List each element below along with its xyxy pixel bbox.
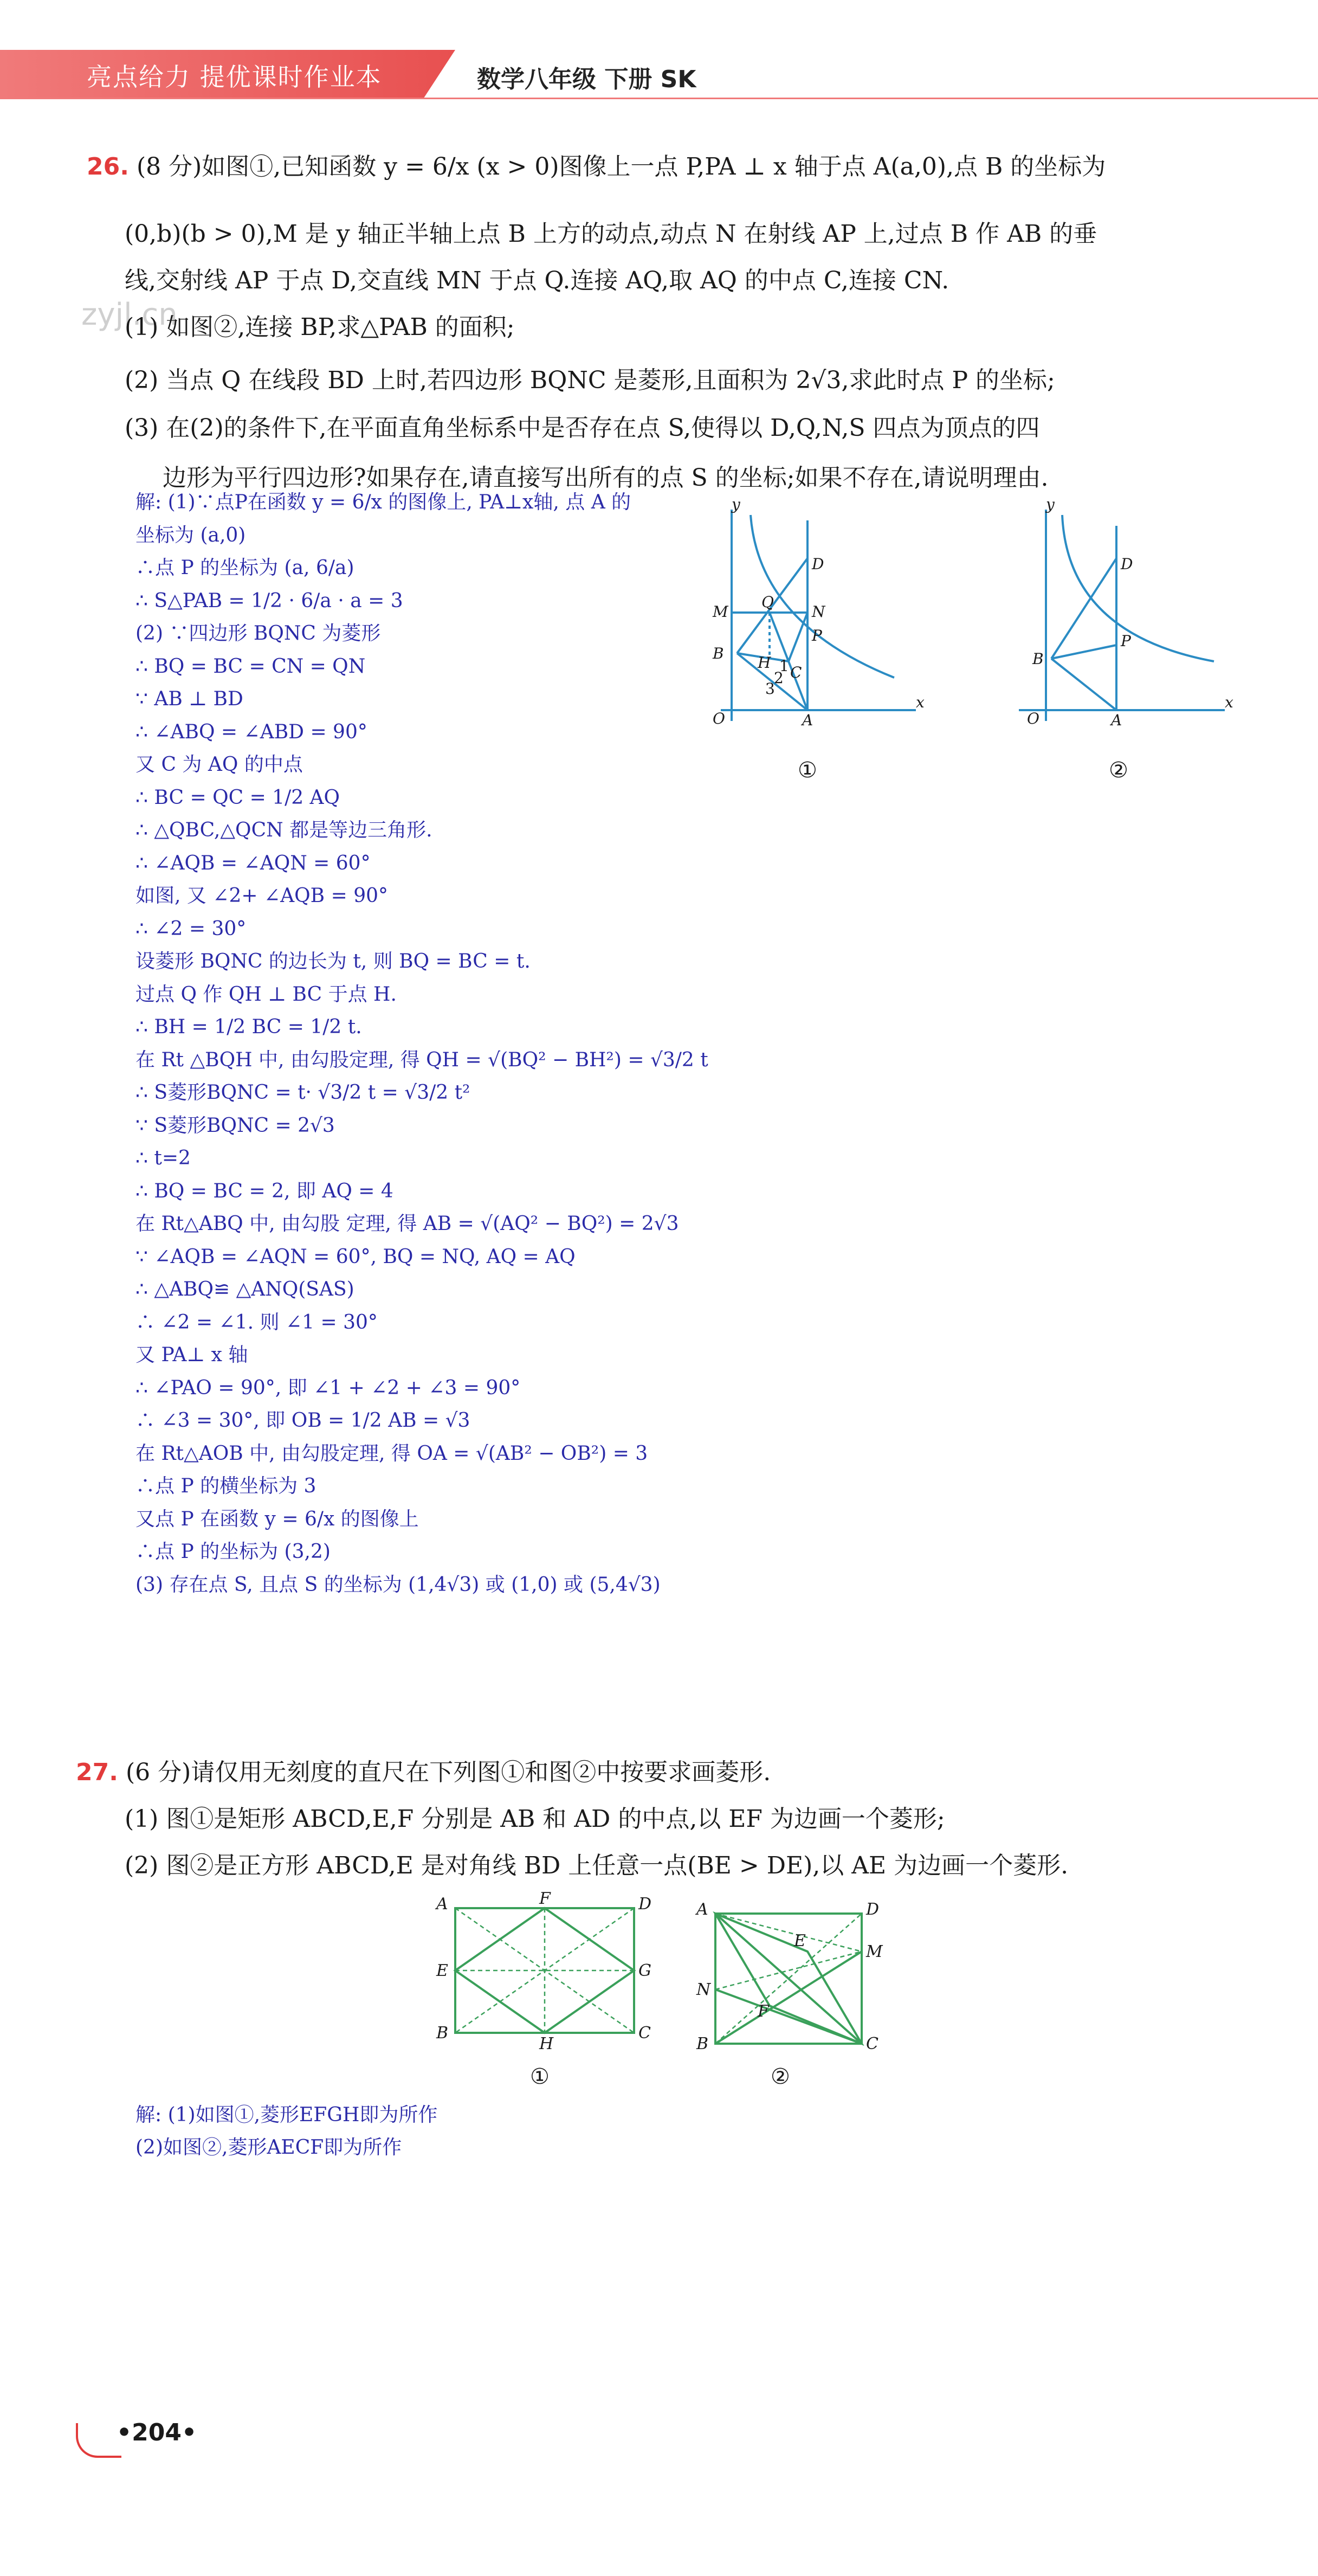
label-F: F bbox=[539, 1892, 551, 1908]
q26-solution-line: ∴ ∠3 = 30°, 即 OB = 1/2 AB = √3 bbox=[135, 1409, 470, 1432]
q26-part-3a: (3) 在(2)的条件下,在平面直角坐标系中是否存在点 S,使得以 D,Q,N,S 四点为顶点的四 bbox=[125, 414, 1040, 442]
label-D: D bbox=[1121, 555, 1133, 573]
q26-solution-line: ∴ BC = QC = 1/2 AQ bbox=[135, 786, 340, 809]
q26-part-1: (1) 如图②,连接 BP,求△PAB 的面积; bbox=[125, 313, 515, 341]
header-book-title: 数学八年级 下册 SK bbox=[477, 66, 696, 93]
label-A: A bbox=[436, 1895, 448, 1914]
q26-solution-line: ∴ BQ = BC = CN = QN bbox=[135, 655, 366, 678]
page-number: •204• bbox=[117, 2419, 197, 2446]
q26-solution-line: ∴点 P 的坐标为 (a, 6/a) bbox=[135, 557, 354, 579]
q26-solution-line: ∴点 P 的横坐标为 3 bbox=[135, 1475, 316, 1497]
q26-solution-line: ∴ S菱形BQNC = t· √3/2 t = √3/2 t² bbox=[135, 1081, 470, 1104]
label-B: B bbox=[713, 645, 724, 662]
q26-solution-line: 在 Rt△AOB 中, 由勾股定理, 得 OA = √(AB² − OB²) = 3 bbox=[135, 1442, 648, 1465]
label-angle-3: 3 bbox=[765, 680, 775, 698]
header-rule bbox=[0, 98, 1318, 99]
label-B: B bbox=[436, 2024, 449, 2043]
q26-solution-line: ∴ ∠ABQ = ∠ABD = 90° bbox=[135, 720, 367, 743]
label-D: D bbox=[812, 555, 824, 573]
q26-solution-line: ∴点 P 的坐标为 (3,2) bbox=[135, 1541, 331, 1563]
q27-line-1: 27. (6 分)请仅用无刻度的直尺在下列图①和图②中按要求画菱形. bbox=[76, 1759, 771, 1786]
label-N: N bbox=[696, 1980, 711, 1999]
label-E: E bbox=[794, 1931, 806, 1950]
label-H: H bbox=[758, 654, 771, 672]
page-header bbox=[0, 50, 1318, 99]
q26-solution-line: 如图, 又 ∠2+ ∠AQB = 90° bbox=[135, 885, 388, 907]
q26-figure-2 bbox=[1008, 499, 1236, 726]
label-H: H bbox=[539, 2034, 554, 2053]
q26-solution-line: ∴ △QBC,△QCN 都是等边三角形. bbox=[135, 819, 432, 841]
q26-solution-line: ∵ AB ⊥ BD bbox=[135, 688, 243, 710]
q26-solution-line: 坐标为 (a,0) bbox=[135, 524, 246, 546]
q26-solution-line: ∴ △ABQ≌ △ANQ(SAS) bbox=[135, 1278, 354, 1300]
line-BD bbox=[1051, 558, 1116, 659]
label-O: O bbox=[1027, 710, 1039, 726]
label-angle-1: 1 bbox=[779, 657, 789, 675]
label-P: P bbox=[812, 627, 822, 645]
label-M: M bbox=[866, 1942, 883, 1961]
label-A: A bbox=[1111, 711, 1122, 726]
q27-part-2: (2) 图②是正方形 ABCD,E 是对角线 BD 上任意一点(BE > DE),以 AE 为边画一个菱形. bbox=[125, 1852, 1069, 1879]
label-N: N bbox=[812, 603, 825, 621]
label-x: x bbox=[916, 693, 925, 711]
q26-solution-line: (3) 存在点 S, 且点 S 的坐标为 (1,4√3) 或 (1,0) 或 (5,4√3) bbox=[135, 1573, 661, 1596]
q26-figure-1-label: ① bbox=[798, 758, 817, 783]
q26-solution-line: 又 PA⊥ x 轴 bbox=[135, 1344, 248, 1366]
q27-figure-1 bbox=[434, 1892, 661, 2055]
q27-number: 27. bbox=[76, 1759, 118, 1786]
q26-line-3: 线,交射线 AP 于点 D,交直线 MN 于点 Q.连接 AQ,取 AQ 的中点 C,连接 CN. bbox=[125, 267, 949, 294]
q27-part-1: (1) 图①是矩形 ABCD,E,F 分别是 AB 和 AD 的中点,以 EF 为边画一个菱形; bbox=[125, 1805, 945, 1833]
q26-solution-line: 在 Rt △BQH 中, 由勾股定理, 得 QH = √(BQ² − BH²) = √3/2 t bbox=[135, 1048, 708, 1071]
q27-figure-1-label: ① bbox=[530, 2064, 550, 2089]
q26-line-2: (0,b)(b > 0),M 是 y 轴正半轴上点 B 上方的动点,动点 N 在射线 AP 上,过点 B 作 AB 的垂 bbox=[125, 220, 1097, 248]
label-A: A bbox=[802, 711, 813, 726]
q26-solution-line: ∴ BQ = BC = 2, 即 AQ = 4 bbox=[135, 1180, 393, 1202]
label-D: D bbox=[638, 1895, 652, 1914]
label-D: D bbox=[866, 1900, 880, 1919]
watermark: zyjl.cn bbox=[81, 297, 178, 332]
q26-part-2: (2) 当点 Q 在线段 BD 上时,若四边形 BQNC 是菱形,且面积为 2√3,求此时点 P 的坐标; bbox=[125, 366, 1055, 394]
label-C: C bbox=[790, 664, 802, 681]
q26-solution-line: 又 C 为 AQ 的中点 bbox=[135, 754, 303, 776]
label-B: B bbox=[696, 2034, 709, 2053]
q26-solution-line: ∴ t=2 bbox=[135, 1147, 191, 1169]
header-brand: 亮点给力 提优课时作业本 bbox=[87, 62, 382, 92]
line-BP bbox=[1051, 645, 1116, 659]
label-E: E bbox=[436, 1961, 448, 1980]
q26-solution-line: (2) ∵四边形 BQNC 为菱形 bbox=[135, 622, 381, 645]
hyperbola-curve bbox=[1062, 515, 1214, 661]
q26-solution-line: 设菱形 BQNC 的边长为 t, 则 BQ = BC = t. bbox=[135, 950, 531, 973]
q26-solution-line: 又点 P 在函数 y = 6/x 的图像上 bbox=[135, 1508, 419, 1530]
q26-solution-line: 过点 Q 作 QH ⊥ BC 于点 H. bbox=[135, 983, 397, 1006]
label-A: A bbox=[696, 1900, 708, 1919]
label-M: M bbox=[713, 603, 728, 621]
q26-solution-line: ∴ ∠PAO = 90°, 即 ∠1 + ∠2 + ∠3 = 90° bbox=[135, 1376, 521, 1399]
label-F: F bbox=[758, 2002, 769, 2021]
q26-solution-line: ∴ ∠2 = ∠1. 则 ∠1 = 30° bbox=[135, 1311, 378, 1334]
label-Q: Q bbox=[761, 593, 774, 611]
q26-solution-line: ∴ ∠2 = 30° bbox=[135, 917, 247, 940]
label-O: O bbox=[713, 710, 725, 726]
q26-solution-line: 在 Rt△ABQ 中, 由勾股 定理, 得 AB = √(AQ² − BQ²) = 2√3 bbox=[135, 1213, 679, 1235]
label-x: x bbox=[1225, 693, 1233, 711]
q26-figure-2-label: ② bbox=[1109, 758, 1128, 783]
q26-line-1: 26. (8 分)如图①,已知函数 y = 6/x (x > 0)图像上一点 P,PA ⊥ x 轴于点 A(a,0),点 B 的坐标为 bbox=[87, 153, 1106, 181]
label-P: P bbox=[1121, 632, 1131, 650]
q27-figure-2 bbox=[694, 1892, 883, 2055]
q26-solution-line: ∴ S△PAB = 1/2 · 6/a · a = 3 bbox=[135, 589, 403, 612]
label-G: G bbox=[638, 1961, 651, 1980]
q26-solution-line: ∵ ∠AQB = ∠AQN = 60°, BQ = NQ, AQ = AQ bbox=[135, 1245, 576, 1268]
q26-solution-line: ∵ S菱形BQNC = 2√3 bbox=[135, 1114, 335, 1137]
page-number-decoration bbox=[76, 2423, 121, 2458]
q26-solution-line: ∴ BH = 1/2 BC = 1/2 t. bbox=[135, 1016, 362, 1038]
q27-figure-2-label: ② bbox=[771, 2064, 790, 2089]
label-y: y bbox=[732, 499, 740, 513]
q26-number: 26. bbox=[87, 153, 129, 181]
q26-figure-1 bbox=[699, 499, 927, 726]
q26-part-3b: 边形为平行四边形?如果存在,请直接写出所有的点 S 的坐标;如果不存在,请说明理由. bbox=[163, 464, 1049, 492]
q27-solution-line-2: (2)如图②,菱形AECF即为所作 bbox=[135, 2136, 402, 2159]
q26-solution-line: ∴ ∠AQB = ∠AQN = 60° bbox=[135, 852, 371, 874]
label-C: C bbox=[638, 2024, 651, 2043]
label-C: C bbox=[866, 2034, 878, 2053]
label-angle-2: 2 bbox=[774, 669, 784, 687]
q26-solution-line: 解: (1)∵点P在函数 y = 6/x 的图像上, PA⊥x轴, 点 A 的 bbox=[135, 491, 631, 513]
q27-solution-line-1: 解: (1)如图①,菱形EFGH即为所作 bbox=[135, 2104, 438, 2126]
label-B: B bbox=[1032, 650, 1044, 668]
label-y: y bbox=[1046, 499, 1055, 513]
line-CN bbox=[789, 613, 807, 661]
line-AB bbox=[1051, 659, 1116, 710]
